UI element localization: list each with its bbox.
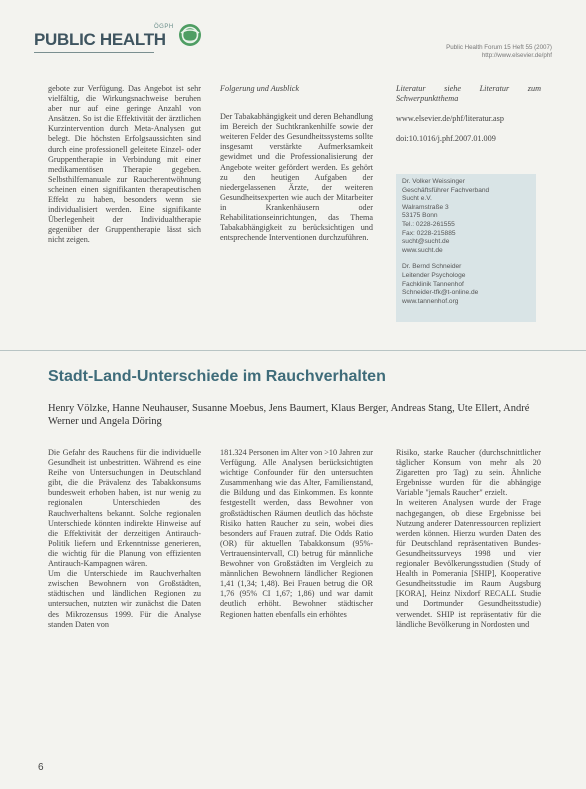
contact-email[interactable]: sucht@sucht.de — [402, 238, 450, 246]
conclusion-text: Der Tabakabhängigkeit und deren Behandlung im Bereich der Suchtkrankenhilfe sowie der weiteren Felder des Gesundheitssystems sollte insgesamt verstärkte Aufmerksamkeit gewidmet und die Professionalisierung der Angebote weiter gefördert werden. Es gehört zu den heutigen Aufgaben der niedergelassenen Ärzte, der weiteren Gesundheitsexperten wie auch der Mitarbeiter in Krankenhäusern oder Rehabilitationseinrichtungen, das Thema Tabakabhängigkeit zu berücksichtigen und entsprechende Interventionen durchzuführen. — [220, 112, 373, 243]
contact-line: 53175 Bonn — [402, 212, 438, 220]
prev-article-column-3 — [396, 84, 541, 144]
journal-url[interactable]: http://www.elsevier.de/phf — [481, 52, 552, 59]
article-column-1 — [48, 448, 201, 630]
contact-line: Leitender Psychologe — [402, 271, 466, 279]
literature-note: Literatur siehe Literatur zum Schwerpunktthema — [396, 84, 541, 104]
logo-text: PUBLIC HEALTH — [34, 30, 166, 49]
article-text: Die Gefahr des Rauchens für die individuelle Gesundheit ist unbestritten. Während es eine Reihe von Untersuchungen in Deutschland gibt, die die Prävalenz des Tabakkonsums bundesweit erhoben haben, ist nur wenig zu regionalen Unterschieden des Rauchverhaltens bekannt. Solche regionalen Unterschiede könnten indirekte Hinweise auf die Effektivität der derzeitigen Antirauch-Politik liefern und Erkenntnisse generieren, die wichtig für die Planung von effizienten Antirauch-Kampagnen wären. Um die Unterschiede im Rauchverhalten zwischen Bewohnern von Großstädten, städtischen und ländlichen Regionen zu untersuchen, nutzten wir zunächst die Daten des Mikrozensus 1999. Für die Analyse standen Daten von — [48, 448, 201, 629]
prev-article-column-2 — [220, 84, 373, 243]
section-heading-conclusion: Folgerung und Ausblick — [220, 84, 299, 93]
contact-line: Sucht e.V. — [402, 195, 432, 203]
section-divider — [0, 350, 586, 351]
article-authors: Henry Völzke, Hanne Neuhauser, Susanne Moebus, Jens Baumert, Klaus Berger, Andreas Stang, Ute Ellert, André Werner und Angela Döring — [48, 403, 530, 427]
contact-line: Dr. Volker Weissinger — [402, 178, 465, 185]
contact-line: Fax: 0228-215885 — [402, 229, 456, 237]
contact-email[interactable]: Schneider-tfk@t-online.de — [402, 289, 479, 297]
prev-article-column-1 — [48, 84, 201, 246]
contact-line: Tel.: 0228-261555 — [402, 220, 455, 228]
journal-logo — [34, 22, 184, 64]
author-contact-box — [396, 174, 536, 322]
prev-article-text: gebote zur Verfügung. Das Angebot ist sehr vielfältig, die Wirkungsnachweise beruhen aber nur auf eine geringe Anzahl von Ansätzen. So ist die Effektivität der ärztlichen Kurzintervention durch Meta-Analysen gut belegt. Die höchsten Erfolgsaussichten sind durch eine professionell geleitete Einzel- oder Gruppentherapie in Verbindung mit einer medikamentösen Therapie gegeben. Selbsthilfemanuale zur Raucherentwöhnung scheinen einen signifikanten therapeutischen Effekt zu haben, besonders wenn sie individualisiert werden. Eine signifikante Überlegenheit der Individualtherapie gegenüber der Gruppentherapie lässt sich nicht zeigen. — [48, 84, 201, 245]
contact-line: Dr. Bernd Schneider — [402, 263, 462, 271]
article-text: 181.324 Personen im Alter von >10 Jahren zur Verfügung. Alle Analysen berücksichtigten wichtige Confounder für den untersuchten Zusammenhang wie das Alter, Familienstand, die Bildung und das Einkommen. Es konnte festgestellt werden, dass Bewohner von großstädtischen Räumen deutlich das höchste Risiko hatten Raucher zu sein, wobei dies besonders auf Frauen zutraf. Die Odds Ratio (OR) für aktuellen Tabakkonsum (95%-Vertrauensintervall, CI) betrug für männliche Bewohner von Großstädten im Vergleich zu männlichen Bewohnern ländlicher Regionen 1,41 (1,34; 1,48). Bei Frauen betrug die OR 1,76 (95% CI 1,67; 1,86) und war damit deutlich erhöht. Bewohner städtischer Regionen hatten ebenfalls ein erhöhtes — [220, 448, 373, 619]
logo-underline — [34, 52, 154, 53]
page-number: 6 — [38, 762, 44, 773]
article-text: Risiko, starke Raucher (durchschnittlicher täglicher Konsum von mehr als 20 Zigaretten pro Tag) zu sein. Ähnliche Ergebnisse wurden für die abhängige Variable "jemals Raucher" erzielt. In weiteren Analysen wurde der Frage nachgegangen, ob diese Ergebnisse bei Nutzung anderer Datenressourcen repliziert werden können. Hierzu wurden Daten des für Deutschland repräsentativen Bundes-Gesundheitssurveys 1998 und vier regionaler Bevölkerungsstudien (Study of Health in Pomerania [SHIP], Kooperative Gesundheitsstudie im Raum Augsburg [KORA], Heinz Nixdorf RECALL Studie und Dortmunder Gesundheitsstudie) verwendet. SHIP ist repräsentativ für die ländliche Bevölkerung in Nordosten und — [396, 448, 541, 629]
literature-url[interactable]: www.elsevier.de/phf/literatur.asp — [396, 114, 504, 124]
logo-subtitle: ÖGPH — [154, 24, 174, 30]
contact-line: Fachklinik Tannenhof — [402, 280, 464, 288]
contact-line: Geschäftsführer Fachverband — [402, 186, 490, 194]
journal-reference — [446, 44, 552, 60]
contact-website[interactable]: www.tannenhof.org — [402, 297, 459, 305]
contact-website[interactable]: www.sucht.de — [402, 246, 443, 254]
logo-globe-icon — [177, 22, 203, 48]
article-column-3 — [396, 448, 541, 630]
journal-citation: Public Health Forum 15 Heft 55 (2007) — [446, 44, 552, 51]
article-title: Stadt-Land-Unterschiede im Rauchverhalten — [48, 368, 386, 385]
article-column-2 — [220, 448, 373, 620]
doi: doi:10.1016/j.phf.2007.01.009 — [396, 134, 496, 144]
contact-line: Walramstraße 3 — [402, 203, 449, 211]
